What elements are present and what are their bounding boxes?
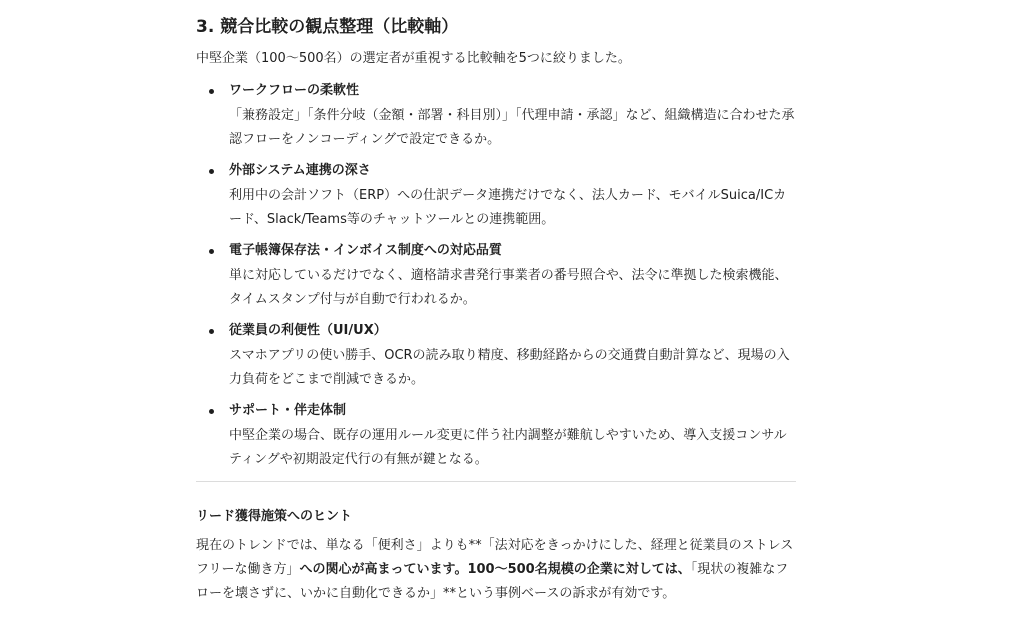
criterion-title: 外部システム連携の深さ xyxy=(229,163,371,178)
section-intro: 中堅企業（100〜500名）の選定者が重視する比較軸を5つに絞りました。 xyxy=(196,51,631,66)
bullet-icon xyxy=(209,409,214,414)
hint-paragraph xyxy=(196,534,796,606)
bullet-icon xyxy=(209,169,214,174)
list-item xyxy=(196,158,796,232)
section-heading: 3. 競合比較の観点整理（比較軸） xyxy=(196,17,459,37)
criterion-description: スマホアプリの使い勝手、OCRの読み取り精度、移動経路からの交通費自動計算など、現場の入力負荷をどこまで削減できるか。 xyxy=(229,348,790,387)
list-item xyxy=(196,398,796,472)
bullet-icon xyxy=(209,249,214,254)
document-content xyxy=(196,12,796,606)
criterion-title: 従業員の利便性（UI/UX） xyxy=(229,323,387,338)
criterion-description: 単に対応しているだけでなく、適格請求書発行事業者の番号照合や、法令に準拠した検索機能、タイムスタンプ付与が自動で行われるか。 xyxy=(229,268,788,307)
bullet-icon xyxy=(209,329,214,334)
hint-text-part1: 現在のトレンドでは、単なる「便利さ」よりも**「法対応をきっかけにした、経理と従業員のストレスフリーな働き方」 xyxy=(196,538,794,577)
list-item xyxy=(196,78,796,152)
list-item xyxy=(196,238,796,312)
hint-heading: リード獲得施策へのヒント xyxy=(196,509,353,524)
criteria-list xyxy=(196,78,796,472)
criterion-title: サポート・伴走体制 xyxy=(229,403,347,418)
criterion-description: 「兼務設定」「条件分岐（金額・部署・科目別）」「代理申請・承認」など、組織構造に合わせた承認フローをノンコーディングで設定できるか。 xyxy=(229,108,795,147)
criterion-description: 中堅企業の場合、既存の運用ルール変更に伴う社内調整が難航しやすいため、導入支援コンサルティングや初期設定代行の有無が鍵となる。 xyxy=(229,428,787,467)
criterion-title: 電子帳簿保存法・インボイス制度への対応品質 xyxy=(229,243,502,258)
criterion-description: 利用中の会計ソフト（ERP）への仕訳データ連携だけでなく、法人カード、モバイルSuica/ICカード、Slack/Teams等のチャットツールとの連携範囲。 xyxy=(229,188,787,227)
hint-text-bold: への関心が高まっています。100〜500名規模の企業に対しては、 xyxy=(299,562,691,577)
divider xyxy=(196,481,796,482)
criterion-title: ワークフローの柔軟性 xyxy=(229,83,360,98)
hint-text-part3: 「現状の複雑なフローを壊さずに、いかに自動化できるか」**という事例ベースの訴求が有効です。 xyxy=(196,562,789,601)
bullet-icon xyxy=(209,89,214,94)
list-item xyxy=(196,318,796,392)
